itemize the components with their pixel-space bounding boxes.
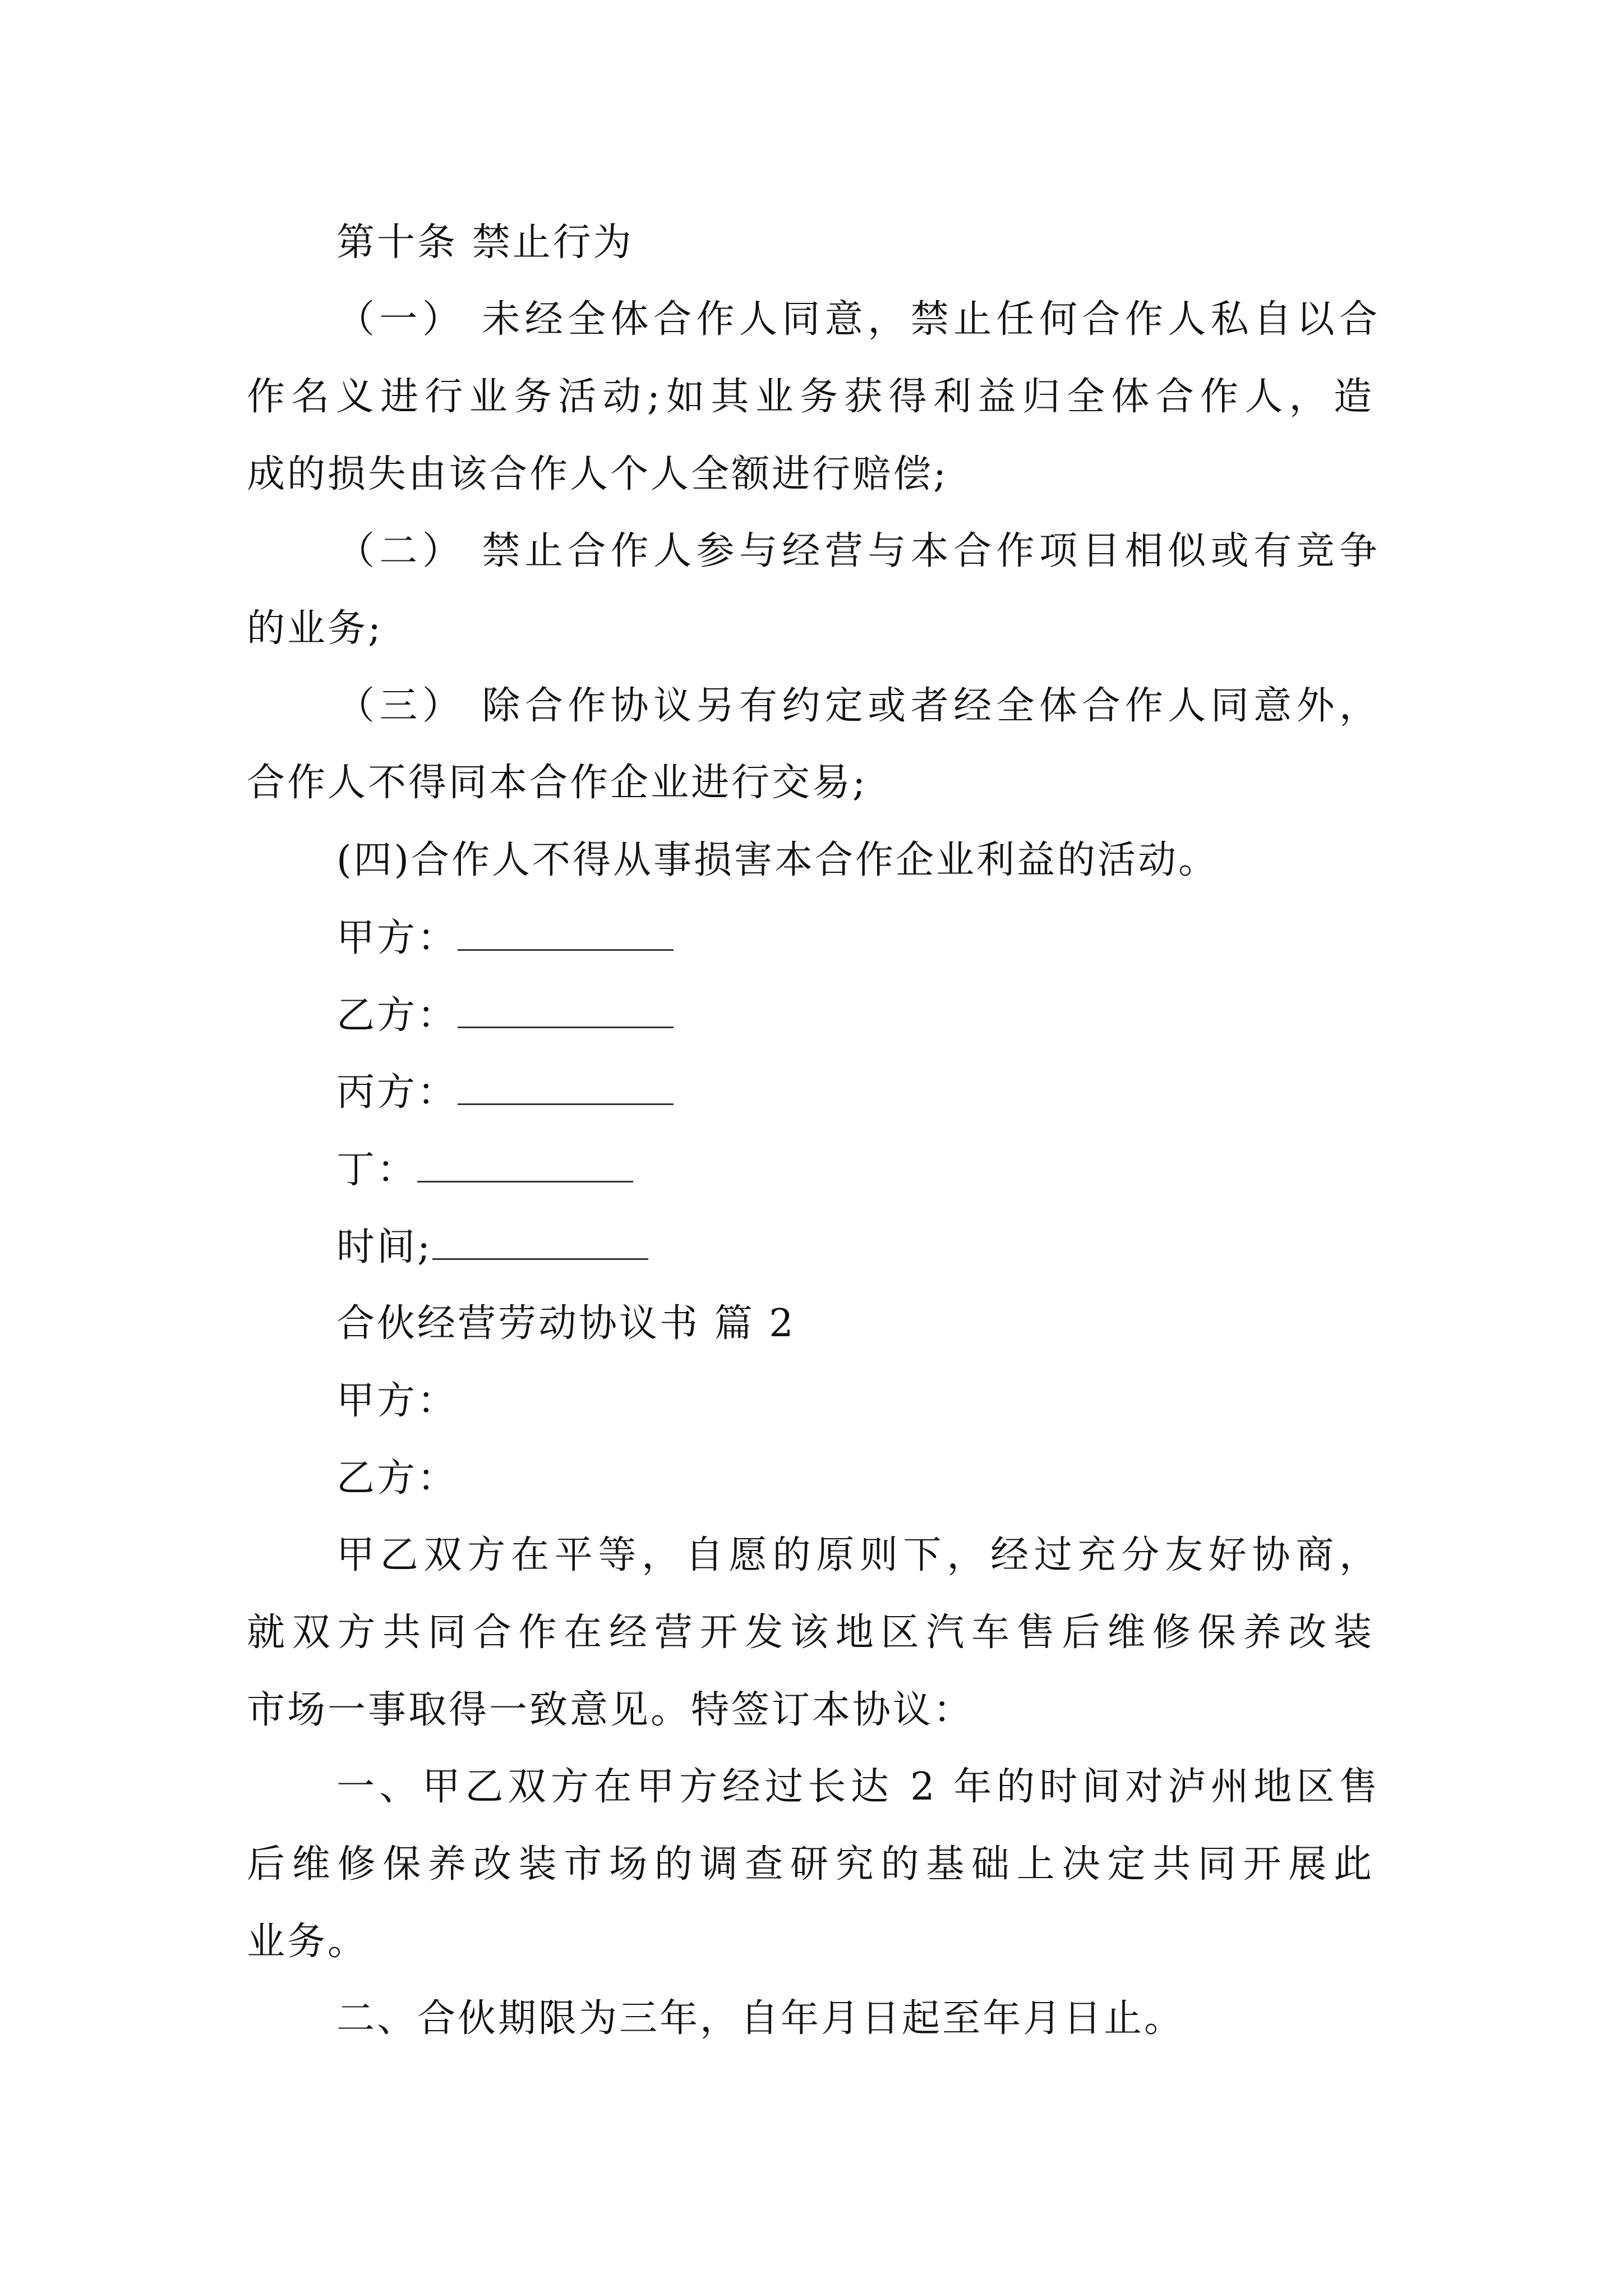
item2-line1: （二） 禁止合作人参与经营与本合作项目相似或有竞争	[336, 529, 1380, 573]
clause1-line2: 后维修保养改装市场的调查研究的基础上决定共同开展此	[247, 1842, 1374, 1887]
item3-line2: 合作人不得同本合作企业进行交易;	[247, 761, 868, 805]
signature-party-b-label: 乙方：	[336, 993, 458, 1038]
signature-party-b	[336, 993, 674, 1038]
intro-line2: 就双方共同合作在经营开发该地区汽车售后维修保养改装	[247, 1611, 1374, 1655]
intro-line3: 市场一事取得一致意见。特签订本协议：	[247, 1688, 974, 1732]
signature-party-d	[336, 1147, 633, 1193]
clause1-line3: 业务。	[247, 1920, 368, 1964]
signature-party-c	[336, 1070, 674, 1115]
signature-time	[336, 1225, 648, 1270]
intro-line1: 甲乙双方在平等，自愿的原则下，经过充分友好协商，	[336, 1533, 1380, 1577]
article-heading: 第十条 禁止行为	[336, 220, 634, 265]
item3-line1: （三） 除合作协议另有约定或者经全体合作人同意外，	[336, 684, 1380, 728]
signature-party-c-blank	[458, 1070, 674, 1105]
clause1-line1: 一、甲乙双方在甲方经过长达 2 年的时间对泸州地区售	[336, 1765, 1380, 1809]
clause2: 二、合伙期限为三年，自年月日起至年月日止。	[336, 1996, 1185, 2041]
part2-party-b: 乙方：	[336, 1456, 458, 1501]
item1-line1: （一） 未经全体合作人同意，禁止任何合作人私自以合	[336, 297, 1380, 342]
signature-time-label: 时间;	[336, 1225, 432, 1269]
part2-title: 合伙经营劳动协议书 篇 2	[336, 1301, 796, 1346]
signature-party-d-blank	[417, 1147, 633, 1182]
signature-time-blank	[432, 1225, 648, 1260]
signature-party-a	[336, 915, 674, 961]
item1-line3: 成的损失由该合作人个人全额进行赔偿;	[247, 452, 948, 496]
signature-party-a-blank	[458, 915, 674, 951]
signature-party-b-blank	[458, 993, 674, 1028]
item4: (四)合作人不得从事损害本合作企业利益的活动。	[336, 838, 1219, 882]
item1-line2: 作名义进行业务活动;如其业务获得利益归全体合作人，造	[247, 375, 1374, 419]
part2-party-a: 甲方：	[336, 1379, 458, 1423]
signature-party-c-label: 丙方：	[336, 1070, 458, 1115]
signature-party-d-label: 丁：	[336, 1148, 418, 1192]
signature-party-a-label: 甲方：	[336, 916, 458, 960]
item2-line2: 的业务;	[247, 606, 383, 651]
